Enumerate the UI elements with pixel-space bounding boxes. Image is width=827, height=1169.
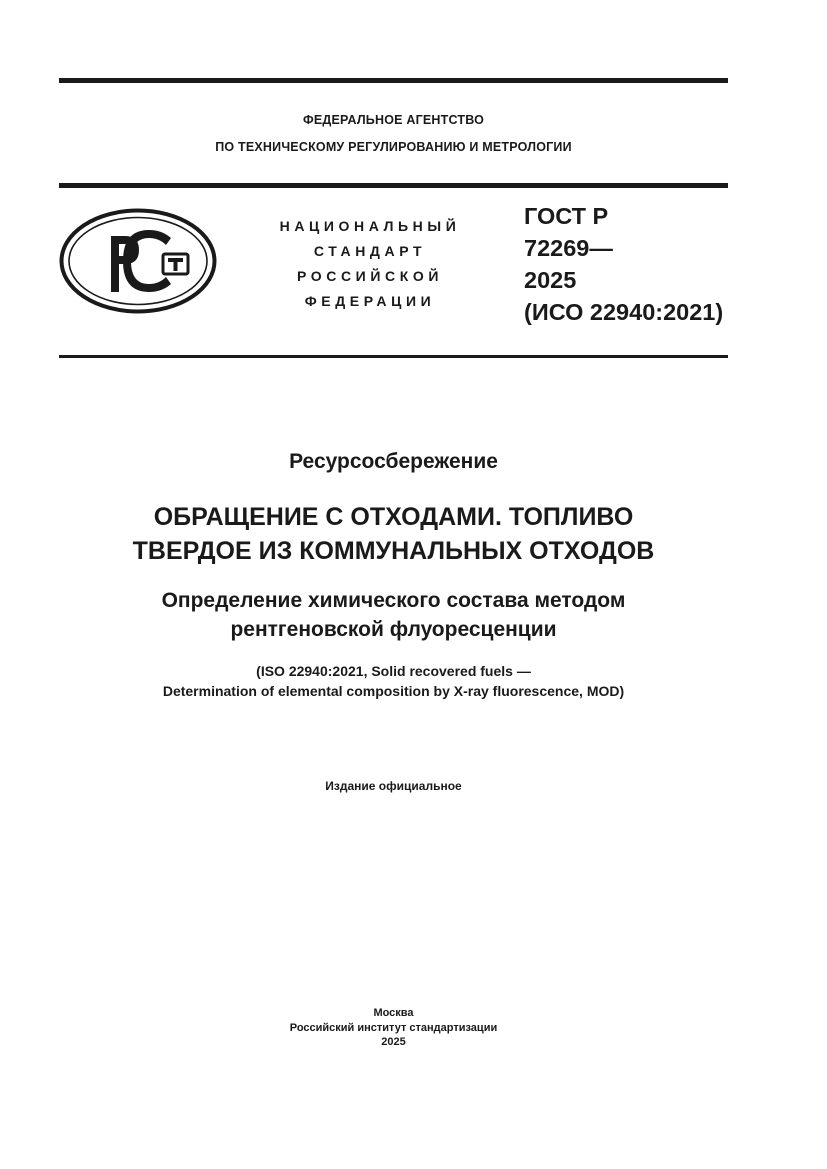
standard-designation <box>524 200 723 328</box>
publisher-block <box>0 1006 787 1050</box>
iso-reference <box>0 661 787 701</box>
designation-divider <box>59 355 728 358</box>
agency-name-line-2: ПО ТЕХНИЧЕСКОМУ РЕГУЛИРОВАНИЮ И МЕТРОЛОГИИ <box>215 140 572 154</box>
national-standard-line-2: СТАНДАРТ <box>313 243 427 259</box>
document-subtitle <box>0 586 787 644</box>
top-divider <box>59 78 728 83</box>
subtitle-line-2: рентгеновской флуоресценции <box>230 618 557 641</box>
national-standard-line-1: НАЦИОНАЛЬНЫЙ <box>279 218 461 234</box>
national-standard-line-3: РОССИЙСКОЙ <box>297 268 443 284</box>
rst-certification-emblem-icon <box>59 208 217 314</box>
agency-name-line-1: ФЕДЕРАЛЬНОЕ АГЕНТСТВО <box>302 113 485 127</box>
header-divider <box>59 183 728 188</box>
iso-reference-line-1: (ISO 22940:2021, Solid recovered fuels — <box>256 663 531 679</box>
designation-line-1: ГОСТ Р <box>524 203 609 229</box>
designation-line-3: 2025 <box>524 267 577 293</box>
main-title-line-2: ТВЕРДОЕ ИЗ КОММУНАЛЬНЫХ ОТХОДОВ <box>132 537 655 565</box>
designation-line-2: 72269— <box>524 235 613 261</box>
publisher-city: Москва <box>373 1007 414 1019</box>
publisher-name: Российский институт стандартизации <box>289 1021 498 1034</box>
edition-label: Издание официальное <box>325 779 462 793</box>
document-category: Ресурсосбережение <box>289 450 498 473</box>
main-title-line-1: ОБРАЩЕНИЕ С ОТХОДАМИ. ТОПЛИВО <box>153 503 634 531</box>
designation-line-4: (ИСО 22940:2021) <box>524 299 724 325</box>
publisher-year: 2025 <box>381 1036 406 1048</box>
subtitle-line-1: Определение химического состава методом <box>161 589 626 612</box>
national-standard-line-4: ФЕДЕРАЦИИ <box>304 293 436 309</box>
iso-reference-line-2: Determination of elemental composition by X-ray fluorescence, MOD) <box>162 683 625 699</box>
national-standard-label <box>262 214 478 314</box>
document-main-title <box>0 500 787 568</box>
